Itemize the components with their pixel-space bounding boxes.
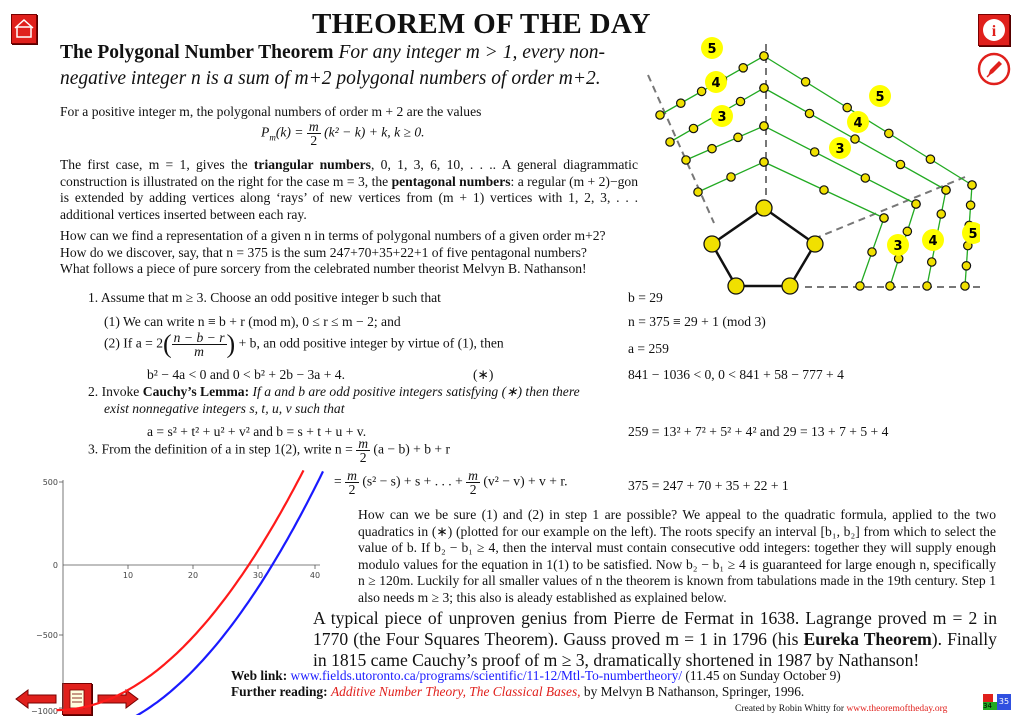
layer-vertex-dot (708, 144, 716, 152)
base-pentagon-vertices (704, 200, 823, 294)
layer-vertex-dot (760, 84, 768, 92)
pentagonal-numbers: pentagonal numbers (391, 173, 511, 189)
closing-paragraph2 (313, 608, 997, 671)
ray-label: 3 (835, 142, 845, 157)
layer-vertex-dot (736, 97, 744, 105)
step3-pre: 3. From the definition of a in step 1(2), write n = (88, 441, 353, 457)
para3-c: What follows a piece of pure sorcery from the celebrated number theorist Melvyn B. Nathanson! (60, 261, 587, 276)
step2-right: 259 = 13² + 7² + 5² + 4² and 29 = 13 + 7 + 5 + 4 (628, 424, 889, 439)
layer-vertex-dot (856, 282, 864, 290)
step1c: b² − 4a < 0 and 0 < b² + 2b − 3a + 4. (147, 367, 345, 382)
further-reading-rest: by Melvyn B Nathanson, Springer, 1996. (583, 684, 805, 699)
ray-label: 4 (928, 234, 938, 249)
eureka-theorem: Eureka Theorem (803, 629, 932, 649)
layer-vertex-dot (886, 282, 894, 290)
web-link-note: (11.45 on Sunday October 9) (685, 668, 841, 683)
formula-sub: m (269, 132, 276, 143)
ray-label: 4 (711, 76, 721, 91)
step3b-f2n: m (468, 468, 478, 483)
formula-arg: (k) = (275, 124, 304, 140)
closing-paragraph1: How can we be sure (1) and (2) in step 1 are possible? We appeal to the quadratic formula, applied to the two quadratics in (∗) (plotted for our example on the left). The roots specify an interval [b₁, b₂] from which to select the value of b. If b₂ − b₁ ≥ 4, then the interval must contain consecutive odd integers: together they will supply enough modulo values for the equation in 1(1) to be satisfied. Now b₂ − b₁ ≥ 4 is guaranteed for large enough n, specifically n ≥ 120m. Luckily for all smaller values of n the theorem is known from tabulations made in the 19th century. Step 1 also needs m ≥ 3; this also is aleady established as explained below. (358, 507, 996, 605)
ray-label: 5 (707, 42, 717, 57)
layer-vertex-dot (760, 122, 768, 130)
layer-vertex-dot (937, 210, 945, 218)
step1b-den: m (194, 344, 204, 359)
theorem-statement (60, 40, 660, 92)
intro-paragraph2 (60, 157, 638, 223)
para3-a: How can we find a representation of a given n in terms of polygonal numbers of a given order m+2? (60, 228, 606, 243)
y-tick-minus500: −500 (36, 631, 58, 640)
badge-red-block (983, 694, 993, 702)
para2-b: , 0, 1, 3, 6, 10, . . .. A general diagrammatic (370, 157, 638, 172)
ray-label: 5 (875, 90, 885, 105)
layer-vertex-dot (851, 135, 859, 143)
badge-a: 34 (983, 702, 997, 710)
layer-vertex-dot (880, 214, 888, 222)
layer-vertex-dot (928, 258, 936, 266)
step3b-frac1 (345, 469, 359, 496)
badge-b: 35 (997, 694, 1011, 710)
layer-vertex-dot (962, 262, 970, 270)
layer-vertex-dot (885, 129, 893, 137)
layer-vertex-dot (805, 109, 813, 117)
step3-frac (356, 437, 370, 464)
formula-num: m (308, 119, 319, 134)
layer-vertex-dot (966, 201, 974, 209)
svg-text:i: i (991, 23, 997, 40)
base-pentagon (712, 208, 815, 286)
red-quadratic-curve (57, 470, 304, 710)
step2-equation: a = s² + t² + u² + v² and b = s + t + u + v. (147, 424, 367, 439)
info-button[interactable] (978, 14, 1010, 46)
x-tick-40: 40 (309, 571, 321, 580)
layer-vertex-dot (843, 103, 851, 111)
layer-vertex-dot (942, 186, 950, 194)
ray-label: 3 (893, 239, 903, 254)
y-tick-0: 0 (52, 561, 58, 570)
step3-post: (a − b) + b + r (373, 441, 451, 457)
layer-vertex-dot (926, 155, 934, 163)
step3b-eq: = (334, 473, 342, 489)
step1b-num: n − b − r (173, 330, 225, 345)
para2-f: 1, 2, 3, . . . additional vertices inserted between each ray. (60, 190, 638, 222)
further-reading-label: Further reading: (231, 684, 328, 699)
main-title: THEOREM OF THE DAY (312, 8, 651, 40)
layer-vertex-dot (820, 186, 828, 194)
para2-e: (m + 2)−gon is extended by adding vertices along ‘rays’ of new vertices from (m + 1) vertices with (60, 173, 639, 205)
intro-formula (261, 120, 425, 147)
para2-a: The first case, m = 1, gives the (60, 157, 254, 172)
web-link-label: Web link: (231, 668, 288, 683)
layer-vertex-dot (739, 64, 747, 72)
step3b-right: 375 = 247 + 70 + 35 + 22 + 1 (628, 478, 789, 493)
x-tick-20: 20 (187, 571, 199, 580)
triangular-numbers: triangular numbers (253, 157, 371, 172)
step3-den: 2 (359, 450, 367, 465)
step1b-pre: (2) If a = 2 (104, 335, 163, 351)
layer-vertex-dot (727, 173, 735, 181)
further-reading-title: Additive Number Theory, The Classical Bases, (330, 684, 581, 699)
home-button[interactable] (11, 14, 37, 44)
intro-paragraph3 (60, 228, 650, 278)
step1b: (2) If a = 2( $\frac{n - b - r}{m}$ ) + b, an odd positive integer by virtue of (1), then (104, 329, 504, 359)
step3-num: m (358, 436, 369, 451)
credit-pre: Created by Robin Whitty for (735, 704, 845, 714)
theorem-name: The Polygonal Number Theorem (60, 42, 334, 63)
step1b-frac (172, 331, 227, 358)
step1c-right: 841 − 1036 < 0, 0 < 841 + 58 − 777 + 4 (628, 367, 844, 382)
intro-line1: For a positive integer m, the polygonal numbers of order m + 2 are the values (60, 104, 482, 119)
formula-frac (307, 120, 321, 147)
step3b (334, 469, 568, 496)
step3b-f1d: 2 (348, 482, 356, 497)
layer-vertex-dot (760, 52, 768, 60)
step2 (88, 384, 618, 417)
pencil-icon (977, 52, 1011, 86)
formula-P: P (261, 124, 270, 140)
layer-vertex-dot (912, 200, 920, 208)
layer-vertex-dot (697, 87, 705, 95)
pentagonal-diagram (640, 30, 980, 300)
statement-part2: negative integer n is a sum of m+2 polygonal numbers of order m+2. (60, 68, 601, 89)
layer-vertex-dot (923, 282, 931, 290)
para2-d: : a regular (510, 173, 566, 189)
step3 (88, 437, 450, 464)
y-tick-minus1000: −1000 (30, 707, 58, 715)
step2-ital2: exist nonnegative integers s, t, u, v such that (104, 400, 345, 416)
step3b-f1n: m (347, 468, 357, 483)
green-line (686, 126, 764, 160)
layer-vertex-dot (760, 158, 768, 166)
edit-button[interactable] (977, 52, 1011, 86)
x-tick-30: 30 (252, 571, 264, 580)
layer-vertex-dot (968, 181, 976, 189)
layer-vertex-dot (682, 156, 690, 164)
layer-vertex-dot (896, 160, 904, 168)
layer-vertex-dot (734, 133, 742, 141)
step1b-post: + b, an odd positive integer by virtue of (1), then (238, 335, 504, 351)
page-badge (983, 694, 1013, 710)
step1: 1. Assume that m ≥ 3. Choose an odd positive integer b such that (88, 290, 441, 305)
credit-line (735, 704, 947, 714)
credit-url[interactable]: www.theoremoftheday.org (846, 704, 948, 714)
step1-right: b = 29 (628, 290, 663, 305)
layer-vertex-dot (903, 227, 911, 235)
house-icon (12, 15, 36, 43)
step3b-f2d: 2 (469, 482, 477, 497)
layer-vertex-dot (810, 148, 818, 156)
formula-den: 2 (310, 133, 318, 148)
layer-vertex-dot (801, 78, 809, 86)
formula-rest: (k² − k) + k, k ≥ 0. (324, 124, 425, 140)
statement-part1: For any integer m > 1, every non- (338, 42, 606, 63)
x-tick-10: 10 (122, 571, 134, 580)
layer-vertex-dot (677, 99, 685, 107)
para3-b: How do we discover, say, that n = 375 is the sum 247+70+35+22+1 of five pentagonal numbers? (60, 244, 587, 260)
ray-label: 4 (853, 116, 863, 131)
layer-vertex-dot (666, 138, 674, 146)
step1a-right: n = 375 ≡ 29 + 1 (mod 3) (628, 314, 766, 329)
step1c-star: (∗) (473, 367, 494, 382)
ray-label: 3 (717, 110, 727, 125)
quadratics-plot (30, 470, 330, 715)
para2-history-a: A typical piece of unproven genius from Pierre de Fermat in 1638. Lagrange proved m = 2 in 1770 (the Four Squares Theorem). Gauss proved m = 1 in 1796 (his (313, 608, 997, 649)
layer-vertex-dot (689, 124, 697, 132)
step2-pre: 2. Invoke (88, 384, 143, 399)
step1a: (1) We can write n ≡ b + r (mod m), 0 ≤ r ≤ m − 2; and (104, 314, 401, 329)
info-icon (979, 15, 1009, 45)
layer-vertex-dot (861, 174, 869, 182)
step3b-mid: (s² − s) + s + . . . + (362, 473, 463, 489)
cauchys-lemma: Cauchy’s Lemma: (142, 384, 250, 399)
layer-vertex-dot (868, 248, 876, 256)
web-link-url[interactable]: www.fields.utoronto.ca/programs/scientific/11-12/Mtl-To-numbertheory/ (290, 668, 683, 683)
layer-vertex-dot (694, 188, 702, 196)
layer-vertex-dot (961, 282, 969, 290)
y-tick-500: 500 (42, 478, 58, 487)
ray-label: 5 (968, 227, 978, 242)
step3b-end: (v² − v) + v + r. (483, 473, 568, 489)
step1b-right: a = 259 (628, 341, 669, 356)
para2-c: construction is illustrated on the right for the case m = 3, the (60, 173, 392, 189)
step3b-frac2 (466, 469, 480, 496)
para2-history-b: ). Finally in 1815 came Cauchy’s proof of m ≥ 3, dramatically shortened in 1987 by Nathanson! (313, 629, 997, 670)
layer-vertex-dot (656, 111, 664, 119)
step2-ital: If a and b are odd positive integers satisfying (∗) then there (249, 384, 580, 399)
